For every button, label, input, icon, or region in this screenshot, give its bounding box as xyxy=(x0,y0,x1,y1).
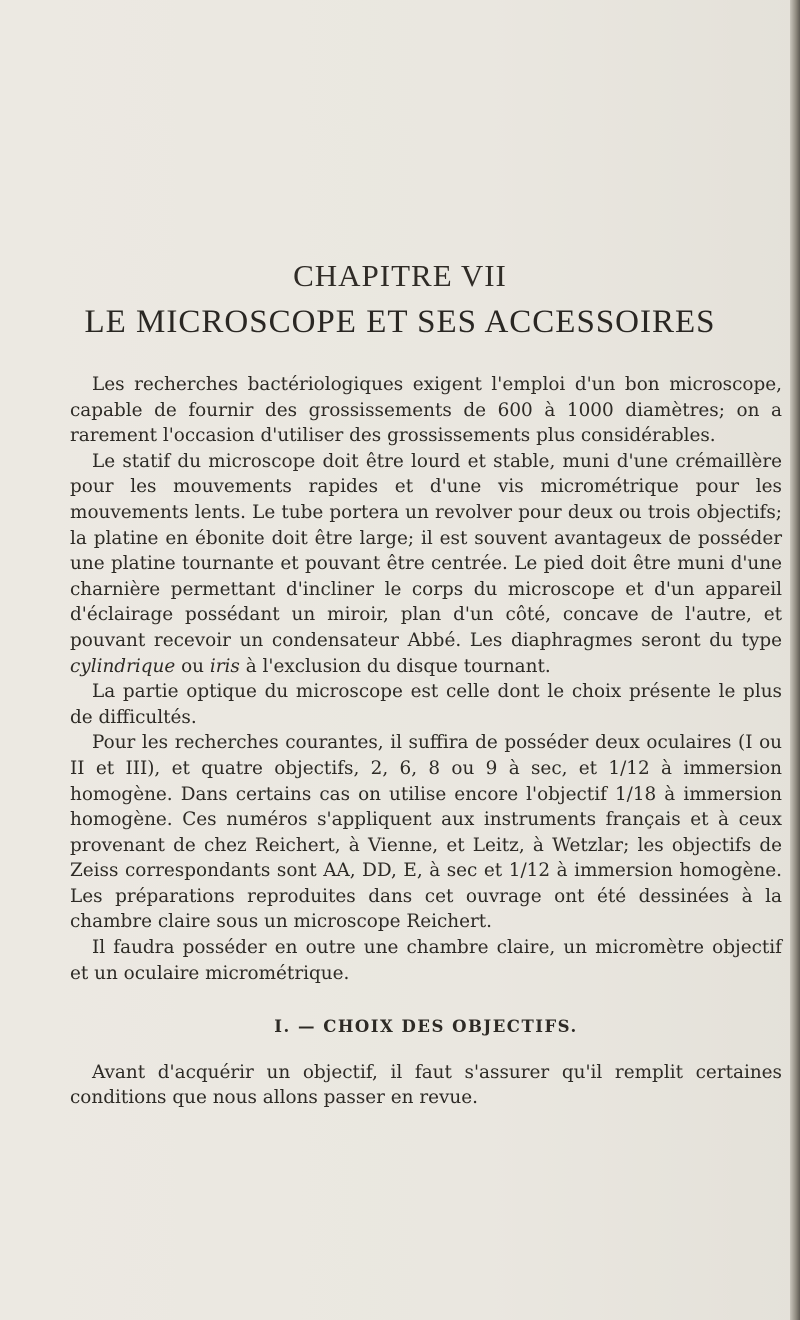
paragraph-2 xyxy=(70,449,782,679)
paragraph-4: Pour les recherches courantes, il suffira de posséder deux oculaires (I ou II et III), et quatre objectifs, 2, 6, 8 ou 9 à sec, et 1/12 à immersion homogène. Dans certains cas on utilise encore l'objectif 1/18 à immersion homogène. Ces numéros s'appliquent aux instruments français et à ceux provenant de chez Reichert, à Vienne, et Leitz, à Wetzlar; les objectifs de Zeiss correspondants sont AA, DD, E, à sec et 1/12 à immersion homogène. Les préparations reproduites dans cet ouvrage ont été dessinées à la chambre claire sous un microscope Reichert. xyxy=(70,732,782,933)
chapter-title: LE MICROSCOPE ET SES ACCESSOIRES xyxy=(84,304,716,340)
paragraph-2-italic-iris: iris xyxy=(209,655,240,677)
paragraph-3: La partie optique du microscope est celle dont le choix présente le plus de difficultés. xyxy=(70,681,782,728)
paragraph-2-text-c: à l'exclusion du disque tournant. xyxy=(239,655,551,677)
paragraph-2-italic-cylindrique: cylindrique xyxy=(70,655,176,677)
page-edge-shadow xyxy=(790,0,800,1320)
section-heading: I. — CHOIX DES OBJECTIFS. xyxy=(274,1017,578,1037)
chapter-label: CHAPITRE VII xyxy=(293,258,507,293)
paragraph-2-text-b: ou xyxy=(175,655,210,677)
paragraph-1: Les recherches bactériologiques exigent l'emploi d'un bon microscope, capable de fournir des grossissements de 600 à 1000 diamètres; on a rarement l'occasion d'utiliser des grossissements plus considérables. xyxy=(70,374,782,447)
paragraph-5: Il faudra posséder en outre une chambre claire, un micromètre objectif et un oculaire micrométrique. xyxy=(70,937,782,984)
paragraph-6: Avant d'acquérir un objectif, il faut s'assurer qu'il remplit certaines conditions que nous allons passer en revue. xyxy=(70,1061,782,1109)
paragraph-2-text-a: Le statif du microscope doit être lourd et stable, muni d'une crémaillère pour les mouvements rapides et d'une vis micrométrique pour les mouvements lents. Le tube portera un revolver pour deux ou trois objectifs; la platine en ébonite doit être large; il est souvent avantageux de posséder une platine tournante et pouvant être centrée. Le pied doit être muni d'une charnière permettant d'incliner le corps du microscope et d'un appareil d'éclairage possédant un miroir, plan d'un côté, concave de l'autre, et pouvant recevoir un condensateur Abbé. Les diaphragmes seront du type xyxy=(70,450,782,651)
body-text xyxy=(70,372,782,1111)
